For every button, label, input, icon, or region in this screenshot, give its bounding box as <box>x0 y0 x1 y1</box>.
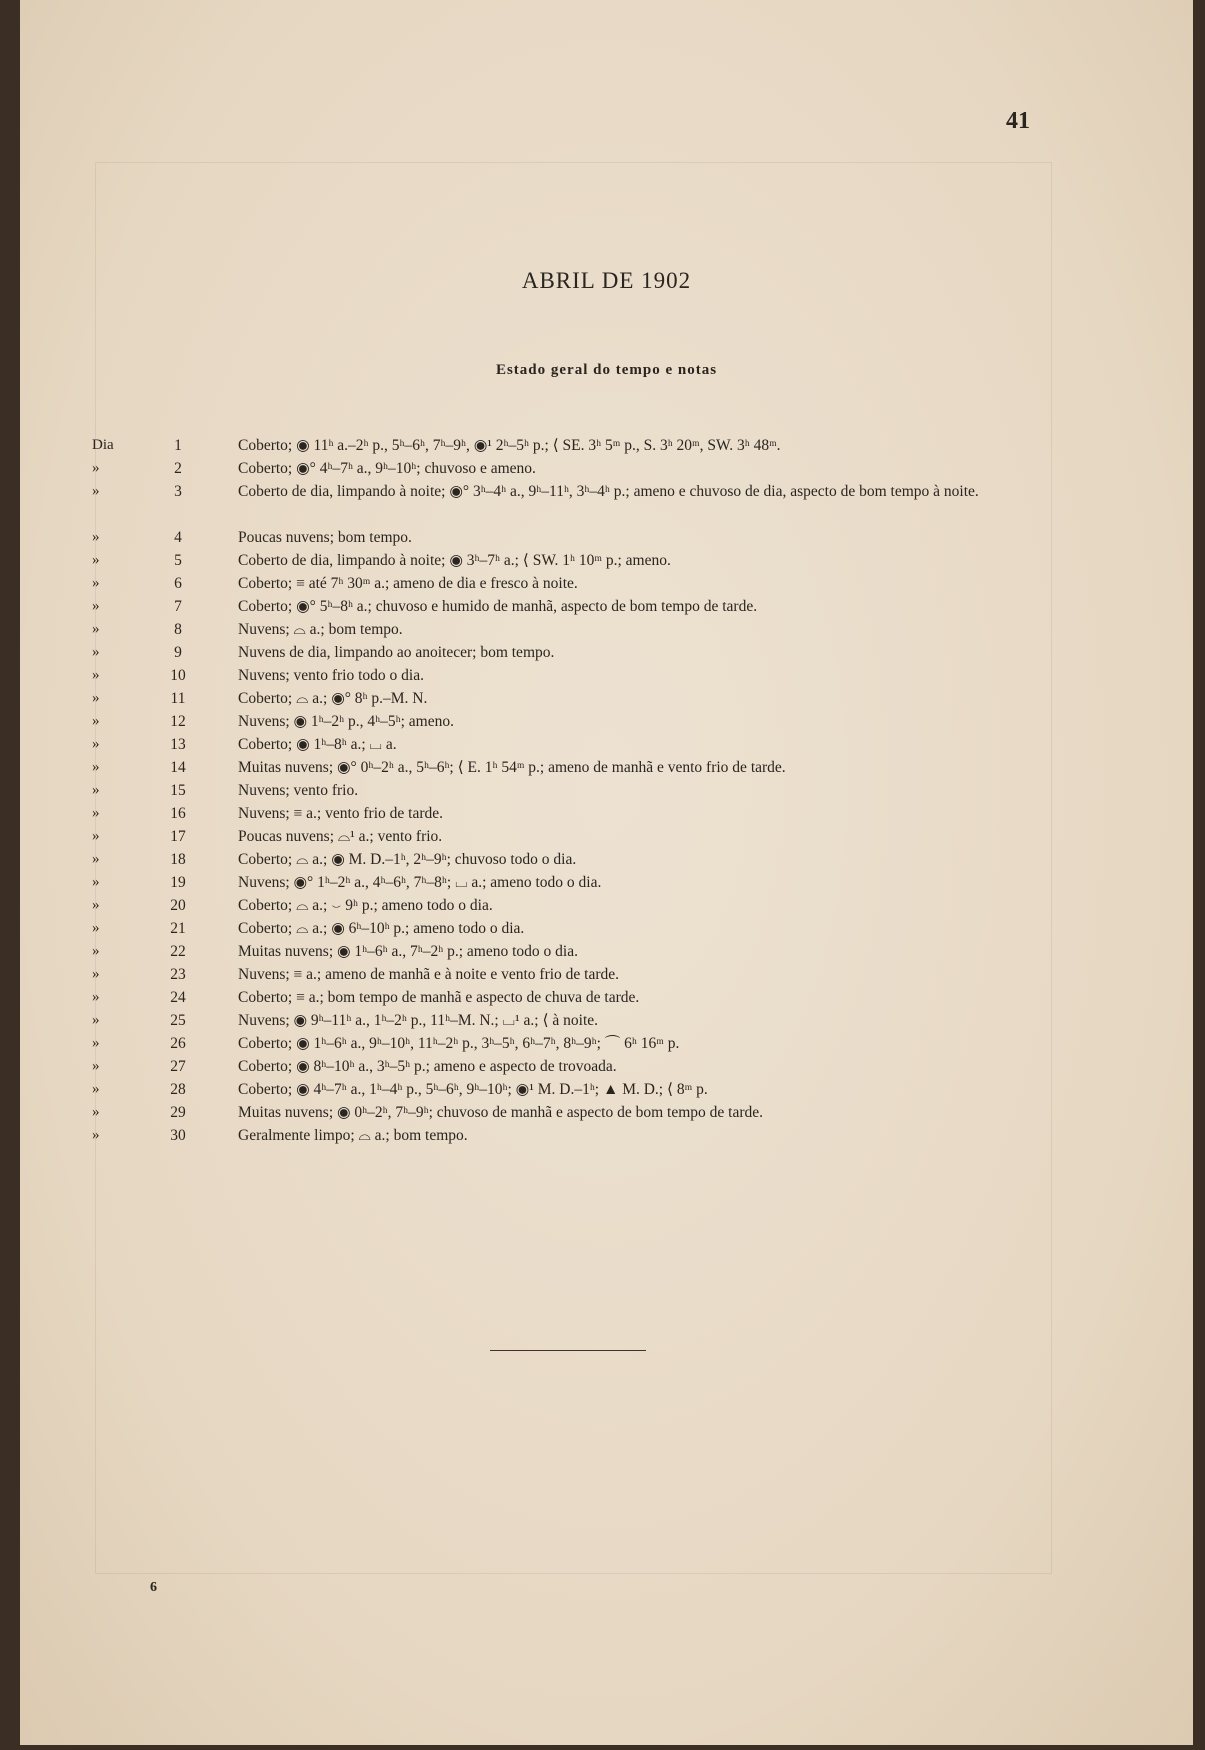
day-notes: Coberto; ⌓ a.; ◉ 6ʰ–10ʰ p.; ameno todo o dia. <box>238 920 525 937</box>
weather-table <box>20 434 1193 1147</box>
day-label: » <box>92 575 100 591</box>
table-row <box>20 1124 1193 1147</box>
day-notes: Coberto; ≡ a.; bom tempo de manhã e aspecto de chuva de tarde. <box>238 989 640 1006</box>
table-row <box>20 825 1193 848</box>
day-number: 25 <box>170 1012 186 1029</box>
day-notes: Nuvens; ≡ a.; ameno de manhã e à noite e vento frio de tarde. <box>238 966 620 983</box>
day-label: » <box>92 1104 100 1120</box>
table-row <box>20 894 1193 917</box>
day-label: » <box>92 483 100 499</box>
day-notes: Muitas nuvens; ◉ 1ʰ–6ʰ a., 7ʰ–2ʰ p.; ameno todo o dia. <box>238 943 578 960</box>
table-row <box>20 664 1193 687</box>
table-row <box>20 1055 1193 1078</box>
table-row <box>20 480 1193 526</box>
table-row <box>20 940 1193 963</box>
table-row <box>20 1009 1193 1032</box>
day-notes: Coberto; ◉° 4ʰ–7ʰ a., 9ʰ–10ʰ; chuvoso e ameno. <box>238 460 536 477</box>
day-notes: Coberto de dia, limpando à noite; ◉ 3ʰ–7ʰ a.; ⟨ SW. 1ʰ 10ᵐ p.; ameno. <box>238 552 671 569</box>
day-number: 6 <box>174 575 182 592</box>
day-number: 11 <box>170 690 186 707</box>
day-number: 7 <box>174 598 182 615</box>
day-notes: Coberto de dia, limpando à noite; ◉° 3ʰ–4ʰ a., 9ʰ–11ʰ, 3ʰ–4ʰ p.; ameno e chuvoso de dia, aspecto de bom tempo à noite. <box>238 483 979 500</box>
day-notes: Coberto; ◉ 1ʰ–8ʰ a.; ⌴ a. <box>238 736 397 753</box>
day-label: » <box>92 713 100 729</box>
day-label: » <box>92 1081 100 1097</box>
day-label: » <box>92 552 100 568</box>
day-number: 26 <box>170 1035 186 1052</box>
day-label: » <box>92 621 100 637</box>
day-label: » <box>92 1012 100 1028</box>
day-notes: Nuvens; ◉ 9ʰ–11ʰ a., 1ʰ–2ʰ p., 11ʰ–M. N.; ⌴¹ a.; ⟨ à noite. <box>238 1012 598 1029</box>
day-label: » <box>92 897 100 913</box>
day-number: 16 <box>170 805 186 822</box>
table-row <box>20 457 1193 480</box>
day-number: 18 <box>170 851 186 868</box>
table-row <box>20 733 1193 756</box>
table-row <box>20 779 1193 802</box>
table-row <box>20 848 1193 871</box>
day-label: Dia <box>92 437 114 453</box>
day-number: 17 <box>170 828 186 845</box>
table-row <box>20 549 1193 572</box>
table-row <box>20 1078 1193 1101</box>
table-row <box>20 434 1193 457</box>
day-label: » <box>92 644 100 660</box>
day-number: 15 <box>170 782 186 799</box>
day-label: » <box>92 874 100 890</box>
day-notes: Nuvens; ⌓ a.; bom tempo. <box>238 621 403 638</box>
day-label: » <box>92 667 100 683</box>
day-notes: Poucas nuvens; ⌓¹ a.; vento frio. <box>238 828 443 845</box>
table-row <box>20 641 1193 664</box>
day-label: » <box>92 989 100 1005</box>
day-number: 23 <box>170 966 186 983</box>
table-row <box>20 917 1193 940</box>
day-notes: Nuvens; vento frio todo o dia. <box>238 667 424 684</box>
day-number: 20 <box>170 897 186 914</box>
table-row <box>20 963 1193 986</box>
day-notes: Geralmente limpo; ⌓ a.; bom tempo. <box>238 1127 468 1144</box>
page-title: ABRIL DE 1902 <box>521 268 692 293</box>
table-row <box>20 986 1193 1009</box>
day-number: 28 <box>170 1081 186 1098</box>
day-notes: Coberto; ≡ até 7ʰ 30ᵐ a.; ameno de dia e fresco à noite. <box>238 575 578 592</box>
table-row <box>20 710 1193 733</box>
signature-mark: 6 <box>150 1580 157 1595</box>
day-notes: Coberto; ⌓ a.; ◉ M. D.–1ʰ, 2ʰ–9ʰ; chuvoso todo o dia. <box>238 851 577 868</box>
day-number: 14 <box>170 759 186 776</box>
day-notes: Nuvens; ◉° 1ʰ–2ʰ a., 4ʰ–6ʰ, 7ʰ–8ʰ; ⌴ a.; ameno todo o dia. <box>238 874 602 891</box>
closing-rule <box>490 1350 646 1351</box>
day-number: 29 <box>170 1104 186 1121</box>
day-label: » <box>92 759 100 775</box>
day-label: » <box>92 1035 100 1051</box>
day-number: 12 <box>170 713 186 730</box>
day-number: 1 <box>174 437 182 454</box>
day-label: » <box>92 943 100 959</box>
table-row <box>20 618 1193 641</box>
day-notes: Coberto; ⌓ a.; ⌣ 9ʰ p.; ameno todo o dia. <box>238 897 493 914</box>
document-page <box>20 0 1193 1745</box>
day-number: 9 <box>174 644 182 661</box>
day-notes: Coberto; ◉ 4ʰ–7ʰ a., 1ʰ–4ʰ p., 5ʰ–6ʰ, 9ʰ–10ʰ; ◉¹ M. D.–1ʰ; ▲ M. D.; ⟨ 8ᵐ p. <box>238 1081 708 1098</box>
day-notes: Nuvens; ◉ 1ʰ–2ʰ p., 4ʰ–5ʰ; ameno. <box>238 713 454 730</box>
day-number: 8 <box>174 621 182 638</box>
table-row <box>20 1032 1193 1055</box>
day-notes: Nuvens; vento frio. <box>238 782 359 799</box>
day-label: » <box>92 966 100 982</box>
day-notes: Coberto; ◉° 5ʰ–8ʰ a.; chuvoso e humido de manhã, aspecto de bom tempo de tarde. <box>238 598 758 615</box>
day-label: » <box>92 1058 100 1074</box>
day-label: » <box>92 851 100 867</box>
day-label: » <box>92 736 100 752</box>
table-row <box>20 572 1193 595</box>
day-number: 27 <box>170 1058 186 1075</box>
table-row <box>20 871 1193 894</box>
day-label: » <box>92 460 100 476</box>
day-notes: Coberto; ◉ 1ʰ–6ʰ a., 9ʰ–10ʰ, 11ʰ–2ʰ p., 3ʰ–5ʰ, 6ʰ–7ʰ, 8ʰ–9ʰ; ⌒ 6ʰ 16ᵐ p. <box>238 1035 680 1052</box>
day-label: » <box>92 529 100 545</box>
day-label: » <box>92 805 100 821</box>
day-notes: Coberto; ⌓ a.; ◉° 8ʰ p.–M. N. <box>238 690 428 707</box>
table-row <box>20 802 1193 825</box>
table-row <box>20 687 1193 710</box>
day-label: » <box>92 690 100 706</box>
day-number: 22 <box>170 943 186 960</box>
day-notes: Muitas nuvens; ◉ 0ʰ–2ʰ, 7ʰ–9ʰ; chuvoso de manhã e aspecto de bom tempo de tarde. <box>238 1104 764 1121</box>
day-number: 13 <box>170 736 186 753</box>
day-label: » <box>92 920 100 936</box>
day-label: » <box>92 1127 100 1143</box>
day-notes: Nuvens de dia, limpando ao anoitecer; bom tempo. <box>238 644 555 661</box>
day-number: 30 <box>170 1127 186 1144</box>
table-row <box>20 1101 1193 1124</box>
day-notes: Coberto; ◉ 8ʰ–10ʰ a., 3ʰ–5ʰ p.; ameno e aspecto de trovoada. <box>238 1058 617 1075</box>
day-number: 19 <box>170 874 186 891</box>
table-row <box>20 595 1193 618</box>
day-label: » <box>92 782 100 798</box>
day-number: 4 <box>174 529 182 546</box>
day-notes: Poucas nuvens; bom tempo. <box>238 529 412 546</box>
day-notes: Coberto; ◉ 11ʰ a.–2ʰ p., 5ʰ–6ʰ, 7ʰ–9ʰ, ◉¹ 2ʰ–5ʰ p.; ⟨ SE. 3ʰ 5ᵐ p., S. 3ʰ 20ᵐ, SW. 3ʰ 48ᵐ. <box>238 437 781 454</box>
table-row <box>20 756 1193 779</box>
day-number: 24 <box>170 989 186 1006</box>
table-row <box>20 526 1193 549</box>
day-notes: Muitas nuvens; ◉° 0ʰ–2ʰ a., 5ʰ–6ʰ; ⟨ E. 1ʰ 54ᵐ p.; ameno de manhã e vento frio de tarde. <box>238 759 786 776</box>
page-number: 41 <box>1006 108 1030 134</box>
day-number: 21 <box>170 920 186 937</box>
section-subtitle: Estado geral do tempo e notas <box>495 362 718 378</box>
day-label: » <box>92 828 100 844</box>
day-notes: Nuvens; ≡ a.; vento frio de tarde. <box>238 805 444 822</box>
day-number: 2 <box>174 460 182 477</box>
day-number: 5 <box>174 552 182 569</box>
day-number: 10 <box>170 667 186 684</box>
day-number: 3 <box>174 483 182 500</box>
day-label: » <box>92 598 100 614</box>
